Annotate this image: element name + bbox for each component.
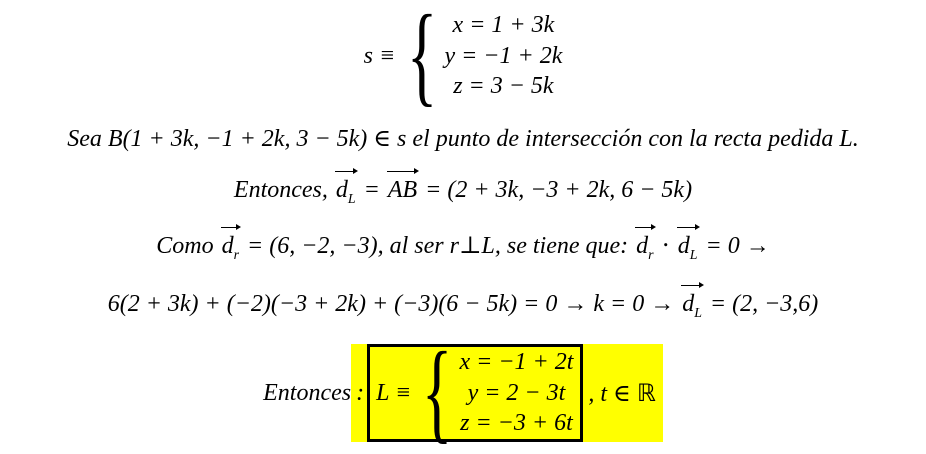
math-text: = (2 + 3k, −3 + 2k, 6 − 5k) bbox=[419, 177, 693, 203]
arrow-head bbox=[236, 224, 241, 230]
system-s-label: s ≡ bbox=[363, 42, 396, 69]
math-text: = bbox=[357, 177, 386, 203]
vector-arrow-icon bbox=[681, 282, 704, 289]
vector-base: $d_L$ bbox=[677, 233, 698, 263]
math-text: = 0 → bbox=[699, 233, 770, 259]
vector-base: $d_L$ bbox=[335, 177, 356, 207]
arrow-head bbox=[695, 224, 700, 230]
arrow-head bbox=[651, 224, 656, 230]
left-brace-icon: { bbox=[422, 330, 453, 454]
vector-dl-equation-line bbox=[234, 175, 692, 205]
vector-d-sub-r bbox=[220, 231, 241, 261]
vector-arrow-icon bbox=[221, 224, 241, 231]
vector-d-sub-L bbox=[680, 289, 704, 319]
vector-subscript: r bbox=[648, 247, 654, 263]
system-line-s bbox=[363, 0, 563, 118]
line-L-label: L ≡ bbox=[376, 379, 412, 406]
left-brace-icon: { bbox=[407, 0, 438, 118]
vector-d-sub-L bbox=[334, 175, 358, 205]
equation-x: x = −1 + 2t bbox=[459, 349, 574, 376]
equation-y: y = 2 − 3t bbox=[467, 379, 566, 406]
arrow-shaft bbox=[387, 171, 415, 173]
vector-base: AB bbox=[387, 177, 418, 203]
perpendicular-condition-line bbox=[156, 231, 769, 261]
vector-d-sub-L bbox=[676, 231, 700, 261]
conclusion-line bbox=[263, 330, 663, 454]
math-text: ⋅ bbox=[655, 233, 676, 259]
vector-arrow-icon bbox=[635, 224, 655, 231]
vector-subscript: L bbox=[689, 247, 698, 263]
k-equation-line bbox=[108, 289, 819, 319]
vector-AB bbox=[386, 175, 419, 205]
vector-arrow-icon bbox=[335, 168, 358, 175]
arrow-head bbox=[699, 282, 704, 288]
system-s-equations bbox=[444, 10, 562, 101]
vector-subscript: L bbox=[694, 305, 702, 321]
answer-box bbox=[367, 330, 583, 454]
vector-subscript: L bbox=[347, 191, 356, 207]
math-text: Entonces, bbox=[233, 177, 334, 203]
arrow-head bbox=[353, 168, 358, 174]
vector-subscript: r bbox=[233, 247, 240, 263]
equation-z: z = −3 + 6t bbox=[460, 410, 573, 437]
vector-base: $d_r$ bbox=[636, 233, 654, 263]
arrow-shaft bbox=[681, 285, 700, 287]
vector-d-sub-r bbox=[634, 231, 655, 261]
math-text: 6(2 + 3k) + (−2)(−3 + 2k) + (−3)(6 − 5k) = 0 → k = 0 → bbox=[107, 291, 681, 317]
arrow-shaft bbox=[221, 227, 237, 229]
math-text: = (2, −3,6) bbox=[703, 291, 819, 317]
vector-arrow-icon bbox=[677, 224, 700, 231]
arrow-shaft bbox=[635, 227, 651, 229]
math-text: = (6, −2, −3), al ser r⊥L, se tiene que: bbox=[241, 233, 635, 259]
arrow-shaft bbox=[335, 171, 354, 173]
equation-z: z = 3 − 5k bbox=[453, 73, 554, 100]
vector-base: $d_L$ bbox=[682, 291, 702, 321]
math-text: Como bbox=[156, 233, 220, 259]
conclusion-colon: : bbox=[356, 379, 365, 406]
system-L-equations bbox=[459, 347, 573, 438]
arrow-head bbox=[414, 168, 419, 174]
vector-arrow-icon bbox=[387, 168, 419, 175]
vector-base: $d_r$ bbox=[221, 233, 240, 263]
equation-x: x = 1 + 3k bbox=[452, 12, 555, 39]
conclusion-prefix: Entonces bbox=[263, 379, 352, 406]
arrow-shaft bbox=[677, 227, 696, 229]
statement-sea-line: Sea B(1 + 3k, −1 + 2k, 3 − 5k) ∈ s el punto de intersección con la recta pedida L. bbox=[67, 126, 859, 152]
highlighted-answer bbox=[351, 330, 663, 454]
equation-y: y = −1 + 2k bbox=[444, 42, 563, 69]
parameter-domain: , t ∈ ℝ bbox=[588, 380, 656, 407]
